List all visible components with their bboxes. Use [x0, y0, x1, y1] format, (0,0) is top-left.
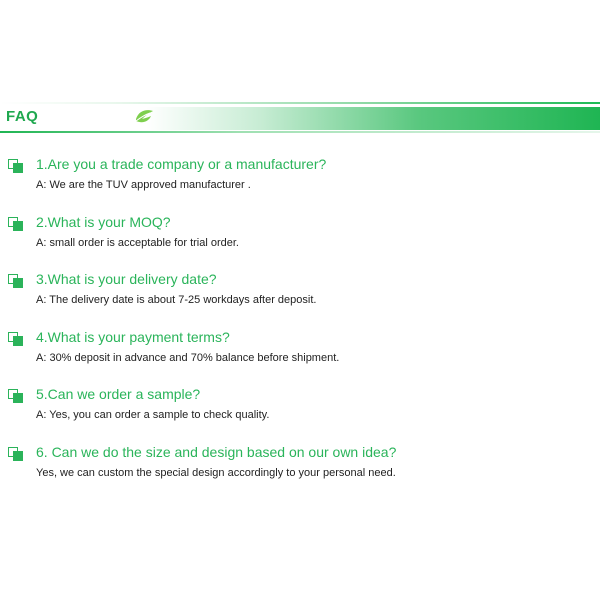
faq-item — [0, 213, 600, 271]
square-bullet-icon — [8, 389, 23, 403]
faq-answer: A: The delivery date is about 7-25 workdays after deposit. — [36, 294, 317, 307]
faq-item — [0, 270, 600, 328]
square-bullet-icon — [8, 217, 23, 231]
faq-list — [0, 155, 600, 501]
faq-question: 6. Can we do the size and design based on our own idea? — [36, 443, 397, 460]
faq-question: 4.What is your payment terms? — [36, 328, 230, 345]
faq-item — [0, 155, 600, 213]
header-underline — [0, 131, 600, 133]
faq-answer: A: Yes, you can order a sample to check quality. — [36, 409, 270, 422]
faq-question: 5.Can we order a sample? — [36, 386, 201, 403]
header-top-line — [0, 102, 600, 104]
faq-title: FAQ — [6, 108, 39, 125]
faq-item — [0, 443, 600, 501]
faq-header — [0, 102, 600, 134]
faq-question: 3.What is your delivery date? — [36, 271, 217, 288]
faq-item — [0, 385, 600, 443]
leaf-icon — [133, 107, 155, 127]
square-bullet-icon — [8, 447, 23, 461]
square-bullet-icon — [8, 159, 23, 173]
header-gradient-bar — [146, 107, 600, 130]
faq-item — [0, 328, 600, 386]
faq-question: 1.Are you a trade company or a manufacturer? — [36, 156, 327, 172]
faq-question: 2.What is your MOQ? — [36, 213, 171, 230]
square-bullet-icon — [8, 274, 23, 288]
faq-answer: A: small order is acceptable for trial order. — [36, 236, 239, 249]
faq-answer: Yes, we can custom the special design accordingly to your personal need. — [36, 466, 396, 479]
faq-answer: A: We are the TUV approved manufacturer . — [36, 179, 251, 191]
faq-answer: A: 30% deposit in advance and 70% balance before shipment. — [36, 351, 340, 364]
square-bullet-icon — [8, 332, 23, 346]
